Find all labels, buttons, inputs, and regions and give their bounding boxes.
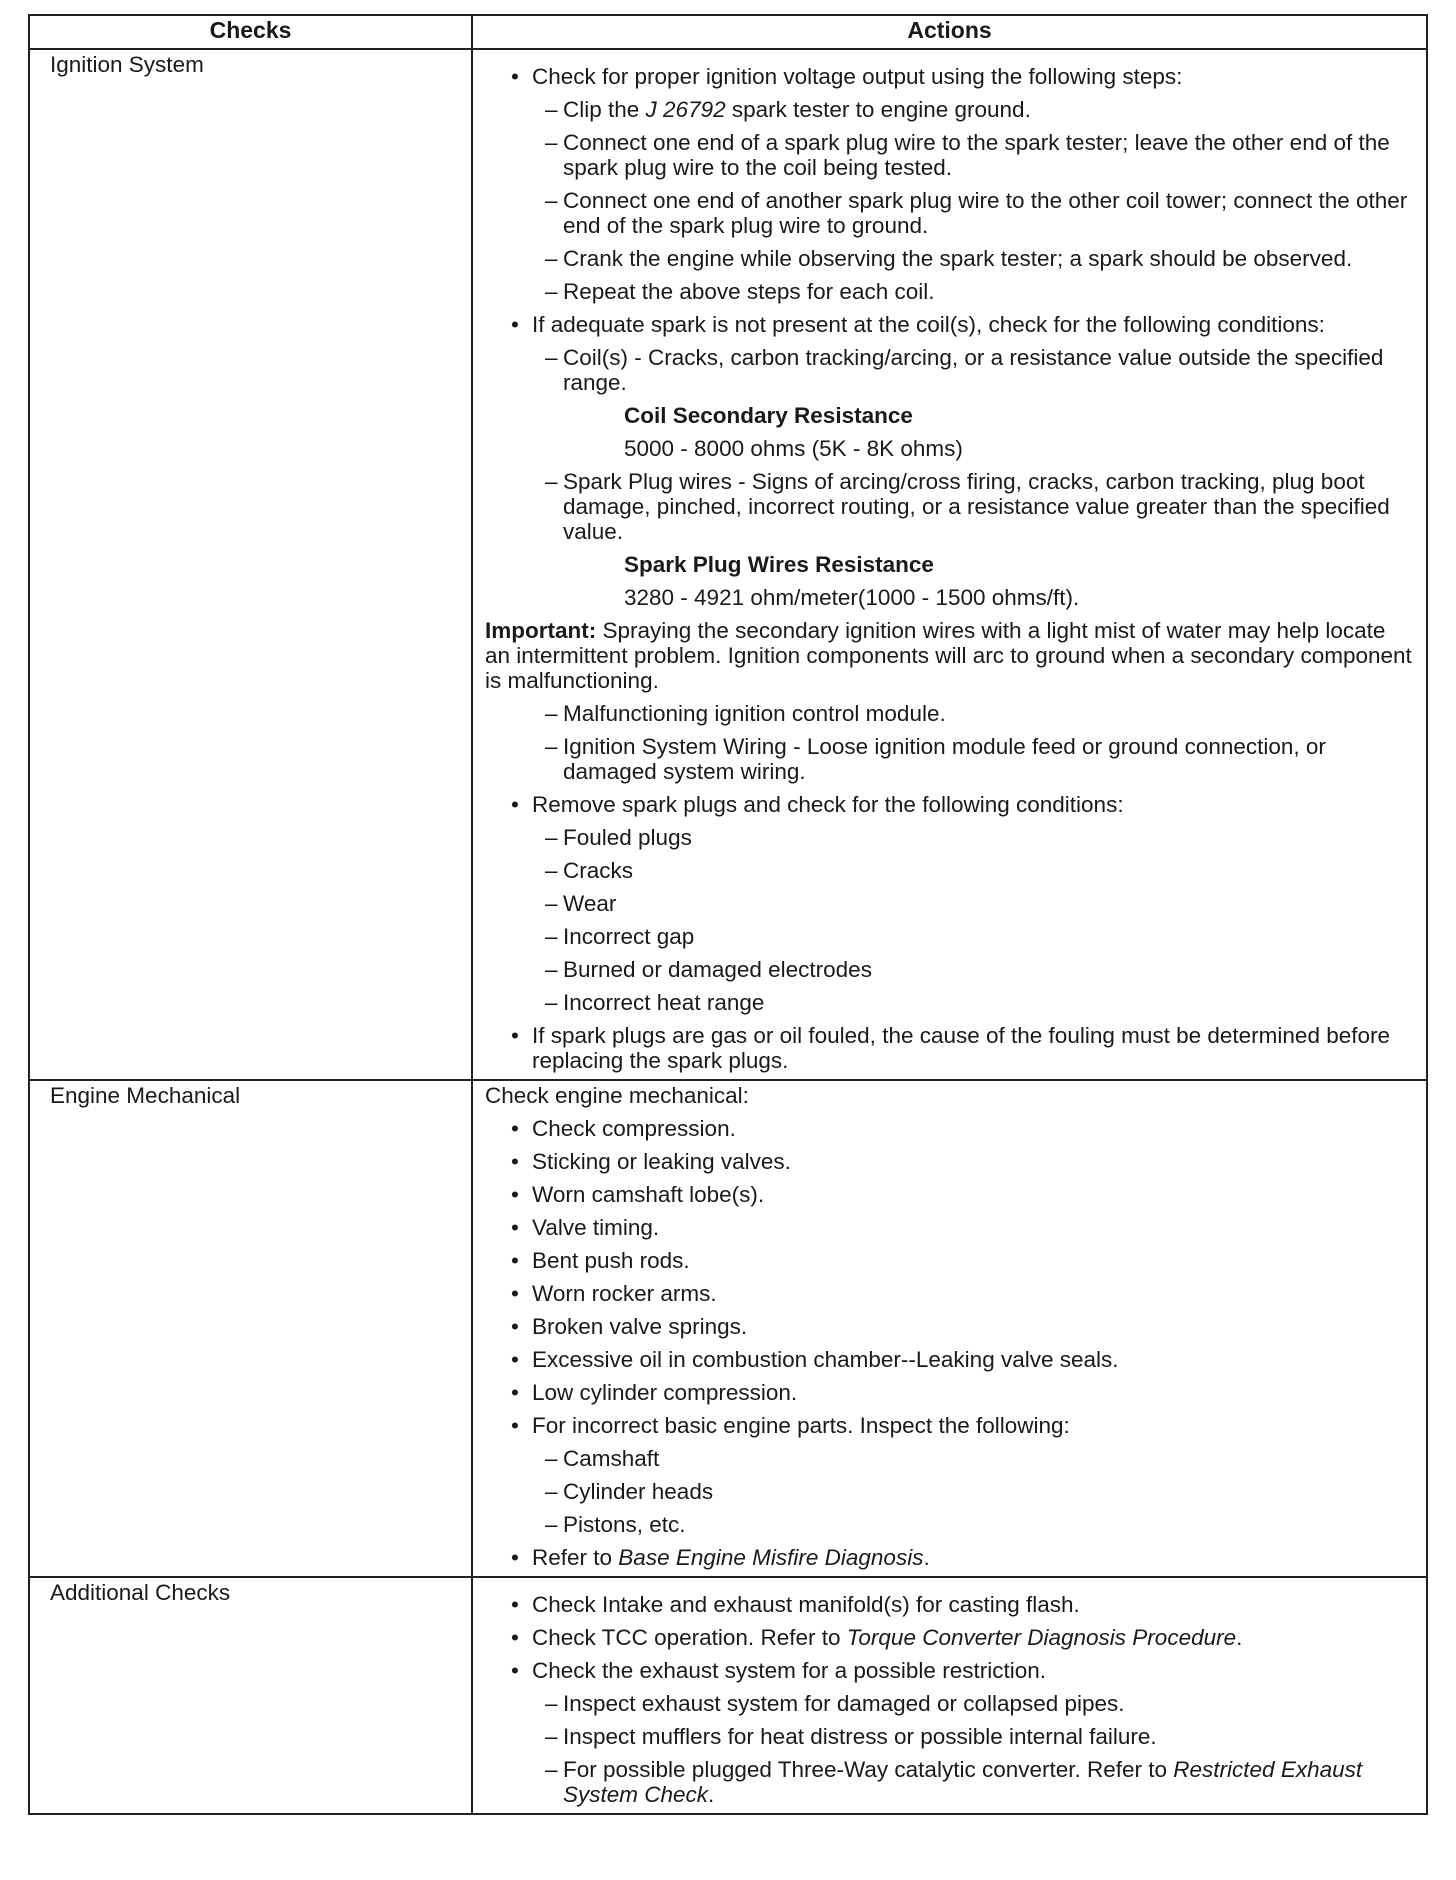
actions-ignition-system xyxy=(472,49,1427,1080)
list-item: – Spark Plug wires - Signs of arcing/cross firing, cracks, carbon tracking, plug boot damage, pinched, incorrect routing, or a resistance value greater than the specified value. xyxy=(532,469,1412,544)
list-item: – Pistons, etc. xyxy=(532,1512,1412,1537)
bullet-text: For incorrect basic engine parts. Inspect the following: xyxy=(532,1413,1070,1438)
list-item xyxy=(485,1625,1412,1650)
list-item xyxy=(485,312,1412,610)
text: . xyxy=(708,1782,715,1807)
wire-resistance-spec xyxy=(624,552,1412,610)
important-label: Important: xyxy=(485,618,597,643)
list-item xyxy=(485,1413,1412,1537)
list-item xyxy=(532,97,1412,122)
checks-column-header: Checks xyxy=(29,15,472,49)
text: . xyxy=(1236,1625,1243,1650)
list-item xyxy=(485,792,1412,1015)
list-item: • Low cylinder compression. xyxy=(485,1380,1412,1405)
check-label-ignition-system: Ignition System xyxy=(29,49,472,1080)
list-item: – Burned or damaged electrodes xyxy=(532,957,1412,982)
list-item: – Fouled plugs xyxy=(532,825,1412,850)
list-item: – Connect one end of a spark plug wire to the spark tester; leave the other end of the spark plug wire to the coil being tested. xyxy=(532,130,1412,180)
list-item: – Cracks xyxy=(532,858,1412,883)
list-item: • Worn camshaft lobe(s). xyxy=(485,1182,1412,1207)
list-item: • Broken valve springs. xyxy=(485,1314,1412,1339)
list-item: – Malfunctioning ignition control module. xyxy=(532,701,1412,726)
table-header-row xyxy=(29,15,1427,49)
list-item xyxy=(485,1658,1412,1807)
list-item xyxy=(485,1545,1412,1570)
list-item: • If spark plugs are gas or oil fouled, the cause of the fouling must be determined before replacing the spark plugs. xyxy=(485,1023,1412,1073)
table-row-ignition-system xyxy=(29,49,1427,1080)
text: For possible plugged Three-Way catalytic converter. Refer to xyxy=(563,1757,1174,1782)
list-item: – Wear xyxy=(532,891,1412,916)
list-item: • Check compression. xyxy=(485,1116,1412,1141)
list-item: – Incorrect heat range xyxy=(532,990,1412,1015)
list-item: • Worn rocker arms. xyxy=(485,1281,1412,1306)
reference-link: Restricted Exhaust System Check xyxy=(563,1757,1363,1807)
list-item: – Inspect mufflers for heat distress or possible internal failure. xyxy=(532,1724,1412,1749)
list-item xyxy=(532,345,1412,395)
text: Refer to xyxy=(532,1545,619,1570)
intro-text: Check engine mechanical: xyxy=(485,1083,749,1108)
list-item: – Ignition System Wiring - Loose ignition module feed or ground connection, or damaged system wiring. xyxy=(532,734,1412,784)
check-label-additional-checks: Additional Checks xyxy=(29,1577,472,1814)
list-item: – Inspect exhaust system for damaged or collapsed pipes. xyxy=(532,1691,1412,1716)
list-item: – Cylinder heads xyxy=(532,1479,1412,1504)
text: Clip the xyxy=(563,97,646,122)
list-item: • Bent push rods. xyxy=(485,1248,1412,1273)
spec-value: 3280 - 4921 ohm/meter(1000 - 1500 ohms/ft). xyxy=(624,585,1080,610)
check-label-engine-mechanical: Engine Mechanical xyxy=(29,1080,472,1577)
text: Check TCC operation. Refer to xyxy=(532,1625,847,1650)
list-item: – Repeat the above steps for each coil. xyxy=(532,279,1412,304)
bullet-text: If adequate spark is not present at the coil(s), check for the following conditions: xyxy=(532,312,1325,337)
list-item xyxy=(485,64,1412,304)
list-item: – Camshaft xyxy=(532,1446,1412,1471)
text: . xyxy=(923,1545,930,1570)
spec-title: Spark Plug Wires Resistance xyxy=(624,552,934,577)
checks-actions-table xyxy=(28,14,1428,1815)
spec-title: Coil Secondary Resistance xyxy=(624,403,913,428)
table-row-additional-checks xyxy=(29,1577,1427,1814)
important-note xyxy=(485,618,1412,693)
bullet-text: Check the exhaust system for a possible restriction. xyxy=(532,1658,1046,1683)
list-item: – Crank the engine while observing the spark tester; a spark should be observed. xyxy=(532,246,1412,271)
spec-value: 5000 - 8000 ohms (5K - 8K ohms) xyxy=(624,436,963,461)
bullet-text: Remove spark plugs and check for the following conditions: xyxy=(532,792,1124,817)
list-item: • Sticking or leaking valves. xyxy=(485,1149,1412,1174)
list-item: – Incorrect gap xyxy=(532,924,1412,949)
list-item: • Check Intake and exhaust manifold(s) for casting flash. xyxy=(485,1592,1412,1617)
tool-reference: J 26792 xyxy=(645,97,726,122)
text: Coil(s) - Cracks, carbon tracking/arcing, or a resistance value outside the specified range. xyxy=(563,345,1384,395)
reference-link: Base Engine Misfire Diagnosis xyxy=(618,1545,924,1570)
table-row-engine-mechanical xyxy=(29,1080,1427,1577)
actions-additional-checks xyxy=(472,1577,1427,1814)
coil-resistance-spec xyxy=(624,403,1412,461)
list-item: • Valve timing. xyxy=(485,1215,1412,1240)
important-text: Spraying the secondary ignition wires with a light mist of water may help locate an intermittent problem. Ignition components will arc to ground when a secondary component is malfunctioning. xyxy=(485,618,1412,693)
bullet-text: Check for proper ignition voltage output using the following steps: xyxy=(532,64,1183,89)
list-item xyxy=(532,1757,1412,1807)
actions-column-header: Actions xyxy=(472,15,1427,49)
reference-link: Torque Converter Diagnosis Procedure xyxy=(846,1625,1237,1650)
text: spark tester to engine ground. xyxy=(725,97,1031,122)
list-item: • Excessive oil in combustion chamber--Leaking valve seals. xyxy=(485,1347,1412,1372)
actions-engine-mechanical xyxy=(472,1080,1427,1577)
list-item: – Connect one end of another spark plug wire to the other coil tower; connect the other end of the spark plug wire to ground. xyxy=(532,188,1412,238)
